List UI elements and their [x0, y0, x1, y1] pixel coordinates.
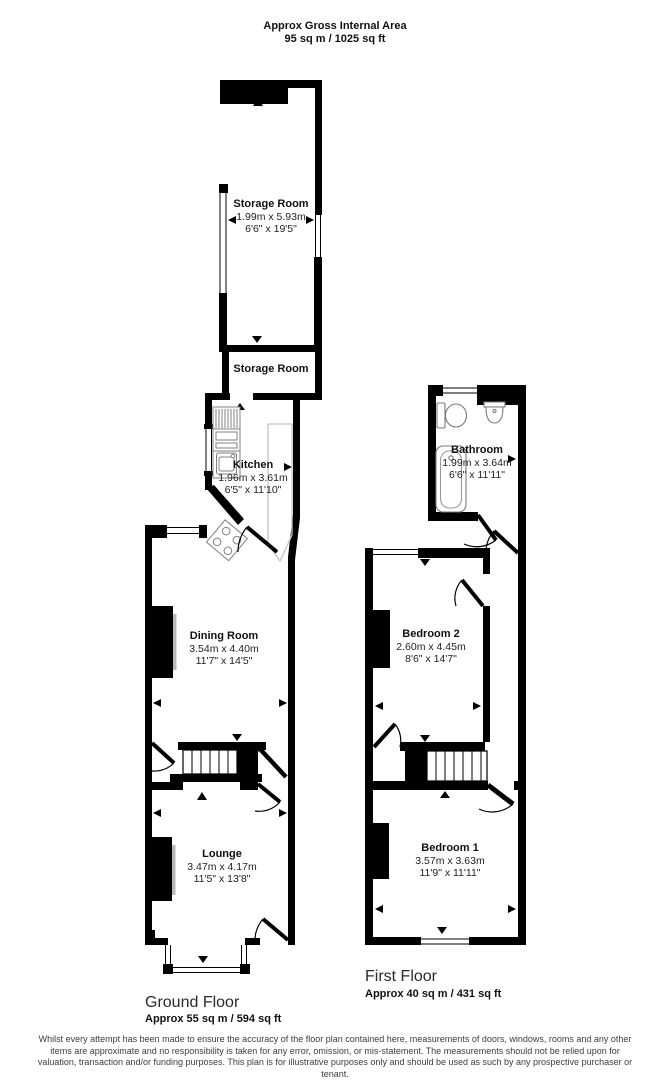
gross-internal-area-header	[0, 20, 670, 46]
opening-marker	[252, 336, 262, 343]
dim-arrow-left	[375, 702, 383, 710]
opening-marker	[437, 927, 447, 934]
ground-floor-title: Ground Floor	[145, 994, 240, 1011]
stairs-first	[365, 735, 513, 812]
dim-arrow-right	[279, 809, 287, 817]
header-line2: 95 sq m / 1025 sq ft	[284, 33, 386, 45]
dim-arrow-left	[153, 699, 161, 707]
door-arc	[455, 580, 483, 606]
bedroom-2-label: Bedroom 2 2.60m x 4.45m 8'6" x 14'7"	[396, 628, 466, 665]
kitchen-label: Kitchen 1.96m x 3.61m 6'5" x 11'10"	[218, 459, 288, 496]
door-arc	[255, 784, 280, 811]
dim-arrow-right	[279, 699, 287, 707]
bedroom-1-label: Bedroom 1 3.57m x 3.63m 11'9" x 11'11"	[415, 842, 485, 879]
storage-room-2-walls	[205, 352, 322, 410]
window	[206, 429, 212, 471]
first-floor-title: First Floor	[365, 968, 437, 985]
toilet-icon	[437, 403, 467, 428]
ground-floor-area: Approx 55 sq m / 594 sq ft	[145, 1013, 282, 1025]
lounge-label: Lounge 3.47m x 4.17m 11'5" x 13'8"	[187, 848, 257, 885]
opening-marker	[440, 791, 450, 798]
opening-marker	[232, 734, 242, 741]
dim-arrow-left	[153, 809, 161, 817]
dim-arrow-left	[375, 905, 383, 913]
stairs-ground	[152, 734, 286, 785]
door-arc	[374, 724, 401, 747]
opening-marker	[420, 559, 430, 566]
storage-room-2-label: Storage Room	[233, 363, 309, 375]
landing	[486, 531, 518, 553]
dim-arrow-right	[473, 702, 481, 710]
dining-room-label: Dining Room 3.54m x 4.40m 11'7" x 14'5"	[189, 630, 259, 667]
front-door-arc	[255, 919, 288, 940]
window	[220, 193, 226, 293]
opening-marker	[197, 792, 207, 800]
dim-arrow-right	[508, 905, 516, 913]
storage-room-label: Storage Room 1.99m x 5.93m 6'6" x 19'5"	[233, 198, 309, 235]
basin-icon	[484, 402, 505, 423]
opening-marker	[198, 956, 208, 963]
disclaimer-text: Whilst every attempt has been made to ensure the accuracy of the floor plan contained here, measurements of doors, windows, rooms and any other items are approximate and no responsibility is taken for any error, omission, or mis-statement. The measurements should not be relied upon for valuation, transaction and/or funding purposes. This plan is for illustrative purposes only and should be used as such by any prospective purchaser or tenant.	[37, 1034, 633, 1079]
header-line1: Approx Gross Internal Area	[263, 20, 407, 32]
bathroom-label: Bathroom 1.99m x 3.64m 6'6" x 11'11"	[442, 444, 512, 481]
opening-marker	[420, 735, 430, 742]
stove-icon	[207, 520, 248, 561]
first-floor-area: Approx 40 sq m / 431 sq ft	[365, 988, 502, 1000]
window	[316, 215, 321, 257]
